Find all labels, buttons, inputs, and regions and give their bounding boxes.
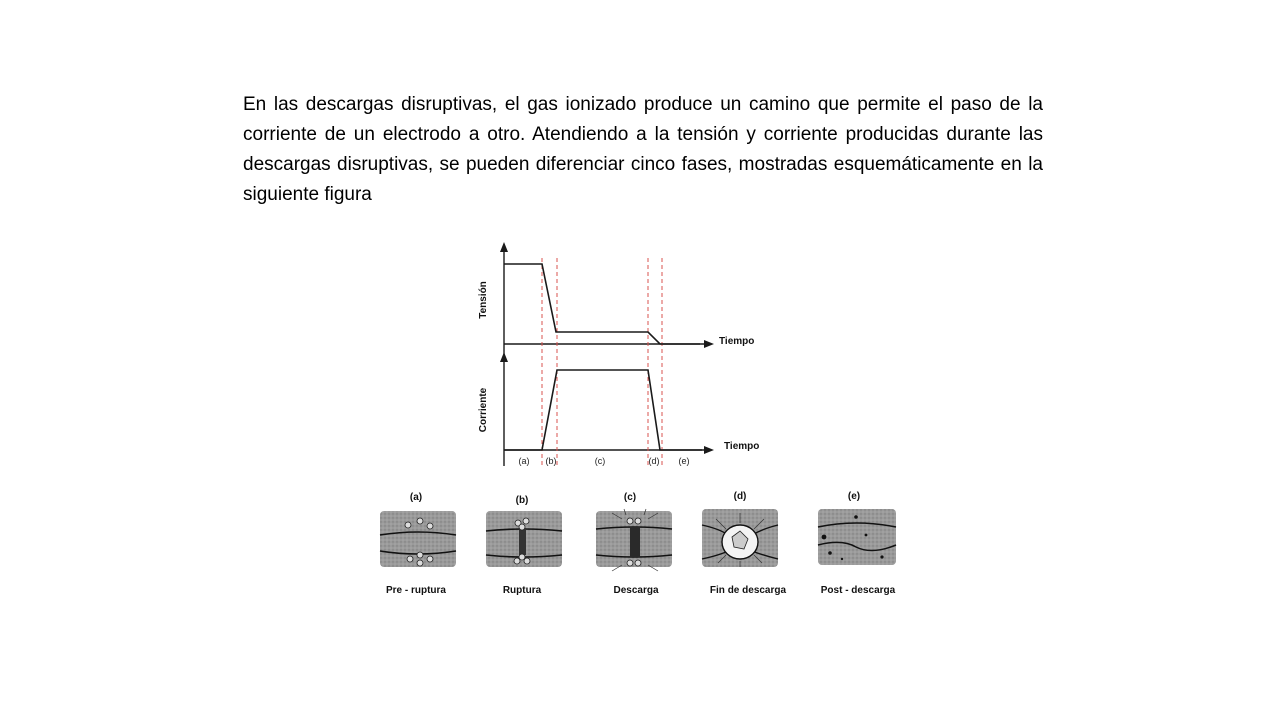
phase-tick-labels	[519, 456, 690, 466]
time-axis-label-top: Tiempo	[719, 336, 755, 347]
axes	[500, 242, 714, 466]
phase-b-panel	[486, 495, 562, 596]
phase-d-label: Fin de descarga	[709, 585, 787, 596]
phase-d-panel	[702, 491, 787, 596]
phase-a-panel	[380, 492, 456, 596]
tick-label-d: (d)	[648, 456, 660, 466]
phase-markers	[542, 258, 662, 466]
tick-label-a: (a)	[518, 456, 530, 466]
phase-b-letter: (b)	[515, 495, 529, 506]
discharge-phases-illustration	[372, 485, 912, 603]
phase-b-label: Ruptura	[502, 585, 542, 596]
intro-paragraph: En las descargas disruptivas, el gas ionizado produce un camino que permite el paso de la corriente de un electrodo a otro. Atendiendo a la tensión y corriente producidas durante las descargas disruptivas, se pueden diferenciar cinco fases, mostradas esquemáticamente en la siguiente figura	[243, 94, 1043, 205]
phase-e-panel	[818, 491, 896, 596]
voltage-curve	[504, 264, 700, 344]
time-axis-label-bottom: Tiempo	[724, 441, 760, 452]
voltage-axis-label: Tensión	[478, 281, 489, 319]
phase-d-letter: (d)	[733, 491, 747, 502]
phase-c-panel	[596, 492, 672, 596]
phase-c-label: Descarga	[613, 585, 659, 596]
phase-a-letter: (a)	[409, 492, 423, 503]
voltage-current-diagram	[470, 238, 770, 470]
tick-label-b: (b)	[545, 456, 557, 466]
phase-e-letter: (e)	[847, 491, 861, 502]
tick-label-c: (c)	[594, 456, 606, 466]
current-curve	[504, 370, 702, 450]
phase-a-label: Pre - ruptura	[385, 585, 447, 596]
phase-e-label: Post - descarga	[820, 585, 896, 596]
current-axis-label: Corriente	[478, 387, 489, 433]
tick-label-e: (e)	[678, 456, 690, 466]
phase-c-letter: (c)	[623, 492, 637, 503]
